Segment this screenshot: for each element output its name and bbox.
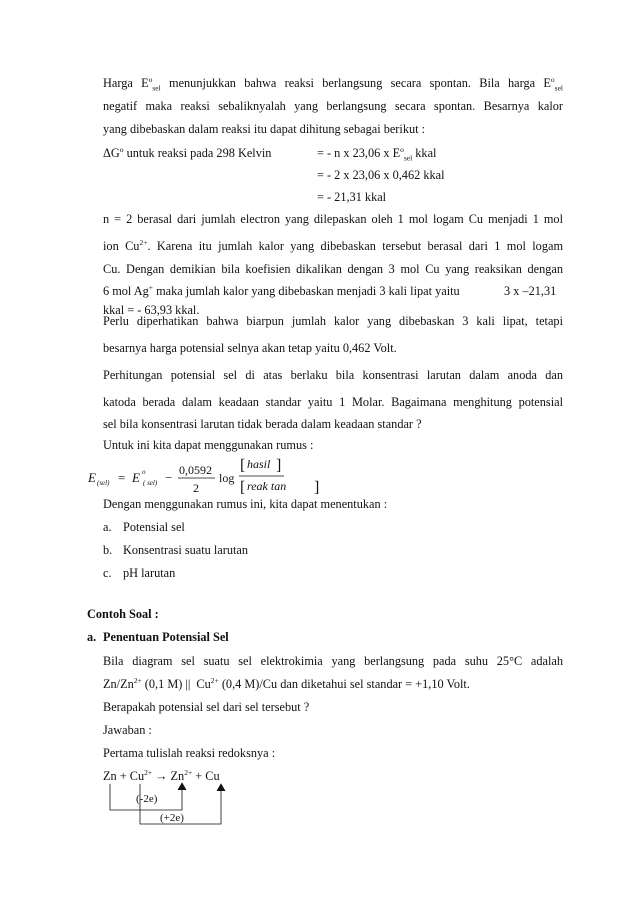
formula-num: 0,0592 [179,463,212,477]
formula-bracket-open-bottom: [ [240,479,246,496]
formula-hasil: hasil [247,457,271,471]
example-line4: Jawaban : [103,723,152,737]
formula-bracket-close-bottom: ] [314,479,320,496]
calc-eq2: = - 2 x 23,06 x 0,462 kkal [317,168,445,182]
formula-E: E [88,470,96,485]
para4-line3: sel bila konsentrasi larutan tidak berada dalam keadaan standar ? [103,417,422,431]
redox-equation: $Zn + Cu^{2+} \to Zn^{2+} + Cu$ [103,767,220,783]
arrow-head-reduction [217,784,225,791]
para2-line4-value: 3 x –21,31 [504,284,557,298]
label-oxidation: (-2e) [136,793,158,805]
example-line3: Berapakah potensial sel dari sel tersebut ? [103,700,310,714]
para1-line1: Harga $E^o_{sel}$ menunjukkan bahwa reaksi berlangsung secara spontan. Bila harga $E^o_{sel}$ [103,74,564,93]
para4-line1: Perhitungan potensial sel di atas berlaku bila konsentrasi larutan dalam anoda dan [103,368,563,382]
list-item: a. [103,520,112,534]
example-line2: $Zn/Zn^{2+}$ (0,1 M) || $Cu^{2+}$ (0,4 M)/Cu dan diketahui sel standar = +1,10 Volt. [103,675,470,691]
list-item-text: Potensial sel [123,520,185,534]
para2-line2: ion $Cu^{2+}$. Karena itu jumlah kalor yang dibebaskan tersebut berasal dari 1 mol logam [103,237,564,253]
para1-line3: yang dibebaskan dalam reaksi itu dapat dihitung sebagai berikut : [103,122,426,136]
para1-line2: negatif maka reaksi sebaliknyalah yang berlangsung secara spontan. Besarnya kalor [103,99,563,113]
arrow-head-oxidation [178,783,186,790]
formula-minus: − [165,470,173,485]
formula-bracket-close-top: ] [276,457,282,474]
para4-line4: Untuk ini kita dapat menggunakan rumus : [103,438,314,452]
nernst-formula [88,452,328,498]
list-item-text: Konsentrasi suatu larutan [123,543,248,557]
para2-line5: kkal = - 63,93 kkal. [103,303,200,317]
para2-line3: Cu. Dengan demikian bila koefisien dikalikan dengan 3 mol Cu yang reaksikan dengan [103,262,563,276]
formula-E2: E [132,470,140,485]
para3-line1: Perlu diperhatikan bahwa biarpun jumlah kalor yang dibebaskan 3 kali lipat, tetapi [103,314,563,328]
example-heading: Contoh Soal : [87,607,159,621]
para5-intro: Dengan menggunakan rumus ini, kita dapat menentukan : [103,497,388,511]
para4-line2: katoda berada dalam keadaan standar yaitu 1 Molar. Bagaimana menghitung potensial [103,395,563,409]
formula-reaktan: reak tan [247,479,287,493]
example-sub-title: Penentuan Potensial Sel [103,630,229,644]
list-item: b. [103,543,113,557]
list-item: c. [103,566,112,580]
example-line5: Pertama tulislah reaksi redoksnya : [103,746,276,760]
formula-den: 2 [193,481,199,495]
example-line1: Bila diagram sel suatu sel elektrokimia yang berlangsung pada suhu 25°C adalah [103,654,563,668]
formula-log: log [219,471,235,485]
para2-line1: n = 2 berasal dari jumlah electron yang dilepaskan oleh 1 mol logam Cu menjadi 1 mol [103,212,563,226]
para2-line4: 6 mol Ag+ maka jumlah kalor yang dibebaskan menjadi 3 kali lipat yaitu [103,282,460,298]
formula-o: o [142,468,146,476]
calc-label: $\Delta G^o$ untuk reaksi pada 298 Kelvin [103,144,272,160]
example-sub-marker: a. [87,630,97,644]
formula-sub-right: ( sel) [143,479,158,487]
calc-eq1: = - n x 23,06 x $E^o_{sel}$ kkal [317,144,437,163]
formula-sub-left: (sel) [97,479,110,487]
formula-eq: = [118,470,126,485]
electron-transfer-diagram [100,780,240,860]
calc-eq3: = - 21,31 kkal [317,190,387,204]
formula-bracket-open-top: [ [240,457,246,474]
para3-line2: besarnya harga potensial selnya akan tetap yaitu 0,462 Volt. [103,341,397,355]
label-reduction: (+2e) [160,812,184,824]
list-item-text: pH larutan [123,566,176,580]
